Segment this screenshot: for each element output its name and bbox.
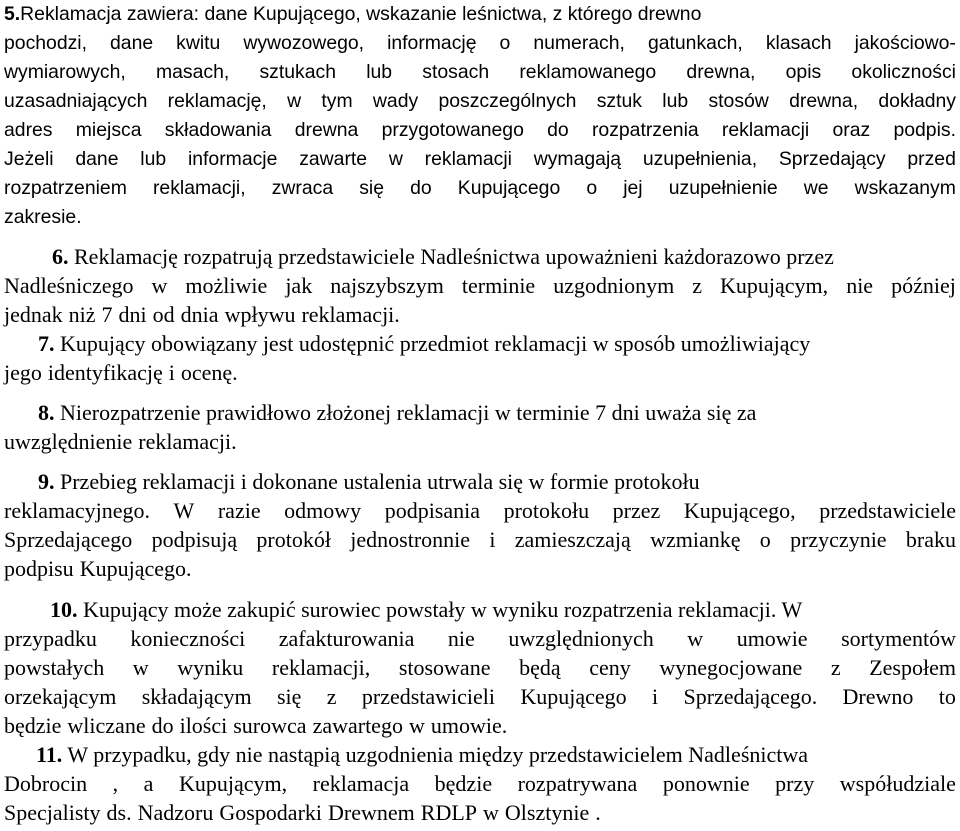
section-9-line-1-text: Przebieg reklamacji i dokonane ustalenia utrwala się w formie protokołu <box>60 469 700 494</box>
section-6-line-3: jednak niż 7 dni od dnia wpływu reklamacji. <box>4 302 400 327</box>
section-11-line-1 <box>4 740 956 769</box>
section-5-line-1 <box>4 0 956 29</box>
section-10-line-3: powstałych w wyniku reklamacji, stosowane będą ceny wynegocjowane z Zespołem <box>4 655 956 680</box>
section-10-number: 10. <box>50 597 78 622</box>
section-5-line-3: wymiarowych, masach, sztukach lub stosach reklamowanego drewna, opis okoliczności <box>4 61 956 83</box>
section-8-line-1-text: Nierozpatrzenie prawidłowo złożonej reklamacji w terminie 7 dni uważa się za <box>60 400 757 425</box>
section-5-line-8: zakresie. <box>4 206 82 228</box>
section-7-line-1-text: Kupujący obowiązany jest udostępnić przedmiot reklamacji w sposób umożliwiający <box>60 331 811 356</box>
section-5-line-4: uzasadniających reklamację, w tym wady poszczególnych sztuk lub stosów drewna, dokładny <box>4 90 956 112</box>
section-9-line-4: podpisu Kupującego. <box>4 556 192 581</box>
section-5-line-2: pochodzi, dane kwitu wywozowego, informację o numerach, gatunkach, klasach jakościowo- <box>4 32 956 54</box>
section-11-number: 11. <box>36 742 63 767</box>
section-10-line-4: orzekającym składającym się z przedstawicieli Kupującego i Sprzedającego. Drewno to <box>4 684 956 709</box>
section-9-number: 9. <box>38 469 55 494</box>
section-7-line-2: jego identyfikację i ocenę. <box>4 360 238 385</box>
section-11-line-1-text: W przypadku, gdy nie nastąpią uzgodnienia między przedstawicielem Nadleśnictwa <box>67 742 809 767</box>
section-5-line-1-text: Reklamacja zawiera: dane Kupującego, wskazanie leśnictwa, z którego drewno <box>20 3 702 25</box>
section-10-line-1 <box>4 595 956 624</box>
section-6-number: 6. <box>52 244 69 269</box>
section-5-number: 5. <box>4 3 21 25</box>
section-11-line-2: Dobrocin , a Kupującym, reklamacja będzie rozpatrywana ponownie przy współudziale <box>4 771 956 796</box>
section-6-line-1 <box>4 242 956 271</box>
section-6-line-1-text: Reklamację rozpatrują przedstawiciele Nadleśnictwa upoważnieni każdorazowo przez <box>74 244 834 269</box>
section-9-line-3: Sprzedającego podpisują protokół jednostronnie i zamieszczają wzmiankę o przyczynie braku <box>4 527 956 552</box>
section-7-number: 7. <box>38 331 55 356</box>
section-9-line-2: reklamacyjnego. W razie odmowy podpisania protokołu przez Kupującego, przedstawiciele <box>4 498 956 523</box>
section-10-line-2: przypadku konieczności zafakturowania nie uwzględnionych w umowie sortymentów <box>4 626 956 651</box>
section-10-line-5: będzie wliczane do ilości surowca zawartego w umowie. <box>4 713 508 738</box>
section-8-line-2: uwzględnienie reklamacji. <box>4 429 237 454</box>
section-6-line-2: Nadleśniczego w możliwie jak najszybszym terminie uzgodnionym z Kupującym, nie później <box>4 273 956 298</box>
section-5-line-6: Jeżeli dane lub informacje zawarte w reklamacji wymagają uzupełnienia, Sprzedający przed <box>4 148 956 170</box>
section-11-line-3: Specjalisty ds. Nadzoru Gospodarki Drewnem RDLP w Olsztynie . <box>4 800 601 825</box>
section-5-line-5: adres miejsca składowania drewna przygotowanego do rozpatrzenia reklamacji oraz podpis. <box>4 119 956 141</box>
section-8-line-1 <box>4 398 956 427</box>
section-5-line-7: rozpatrzeniem reklamacji, zwraca się do Kupującego o jej uzupełnienie we wskazanym <box>4 177 956 199</box>
section-8-number: 8. <box>38 400 55 425</box>
section-9-line-1 <box>4 467 956 496</box>
section-10-line-1-text: Kupujący może zakupić surowiec powstały w wyniku rozpatrzenia reklamacji. W <box>83 597 803 622</box>
section-7-line-1 <box>4 329 956 358</box>
